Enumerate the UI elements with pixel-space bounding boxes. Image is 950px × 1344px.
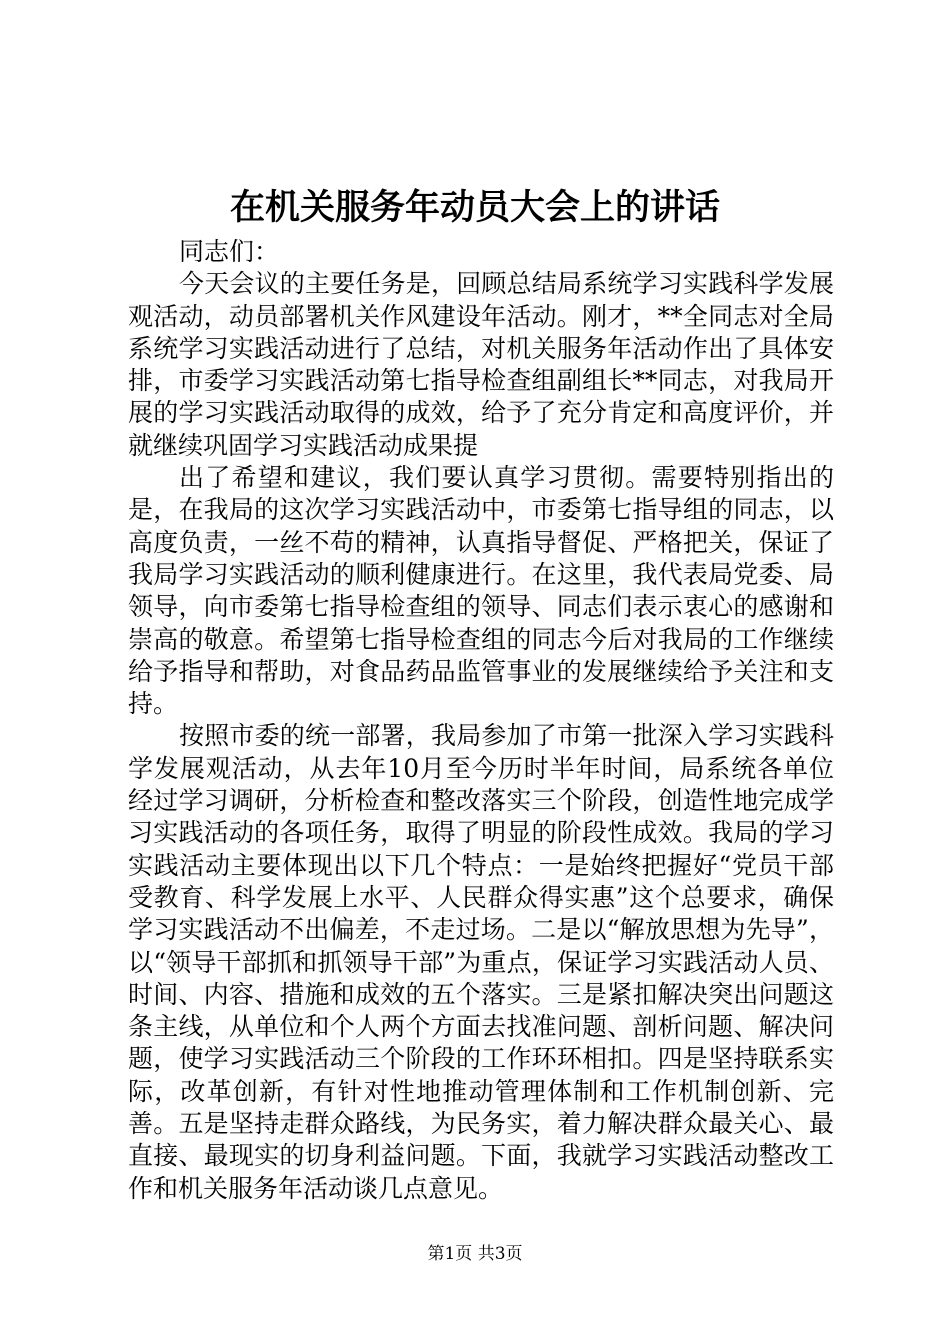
salutation: 同志们： xyxy=(179,237,280,266)
page-number-footer: 第1页 共3页 xyxy=(427,1244,523,1264)
paragraph-2: 出了希望和建议，我们要认真学习贯彻。需要特别指出的是，在我局的这次学习实践活动中，市委第七指导组的同志，以高度负责，一丝不苟的精神，认真指导督促、严格把关，保证了我局学习实践活动的顺利健康进行。在这里，我代表局党委、局领导，向市委第七指导检查组的领导、同志们表示衷心的感谢和崇高的敬意。希望第七指导检查组的同志今后对我局的工作继续给予指导和帮助，对食品药品监管事业的发展继续给予关注和支持。 xyxy=(128,463,834,719)
paragraph-1: 今天会议的主要任务是，回顾总结局系统学习实践科学发展观活动，动员部署机关作风建设年活动。刚才，**全同志对全局系统学习实践活动进行了总结，对机关服务年活动作出了具体安排，市委学习实践活动第七指导检查组副组长**同志，对我局开展的学习实践活动取得的成效，给予了充分肯定和高度评价，并就继续巩固学习实践活动成果提 xyxy=(128,269,834,460)
document-title: 在机关服务年动员大会上的讲话 xyxy=(229,187,720,228)
paragraph-3: 按照市委的统一部署，我局参加了市第一批深入学习实践科学发展观活动，从去年10月至今历时半年时间，局系统各单位经过学习调研，分析检查和整改落实三个阶段，创造性地完成学习实践活动的各项任务，取得了明显的阶段性成效。我局的学习实践活动主要体现出以下几个特点：一是始终把握好“党员干部受教育、科学发展上水平、人民群众得实惠”这个总要求，确保学习实践活动不出偏差，不走过场。二是以“解放思想为先导”，以“领导干部抓和抓领导干部”为重点，保证学习实践活动人员、时间、内容、措施和成效的五个落实。三是紧扣解决突出问题这条主线，从单位和个人两个方面去找准问题、剖析问题、解决问题，使学习实践活动三个阶段的工作环环相扣。四是坚持联系实际，改革创新，有针对性地推动管理体制和工作机制创新、完善。五是坚持走群众路线，为民务实，着力解决群众最关心、最直接、最现实的切身利益问题。下面，我就学习实践活动整改工作和机关服务年活动谈几点意见。 xyxy=(128,721,834,1203)
document-body xyxy=(128,236,834,1205)
